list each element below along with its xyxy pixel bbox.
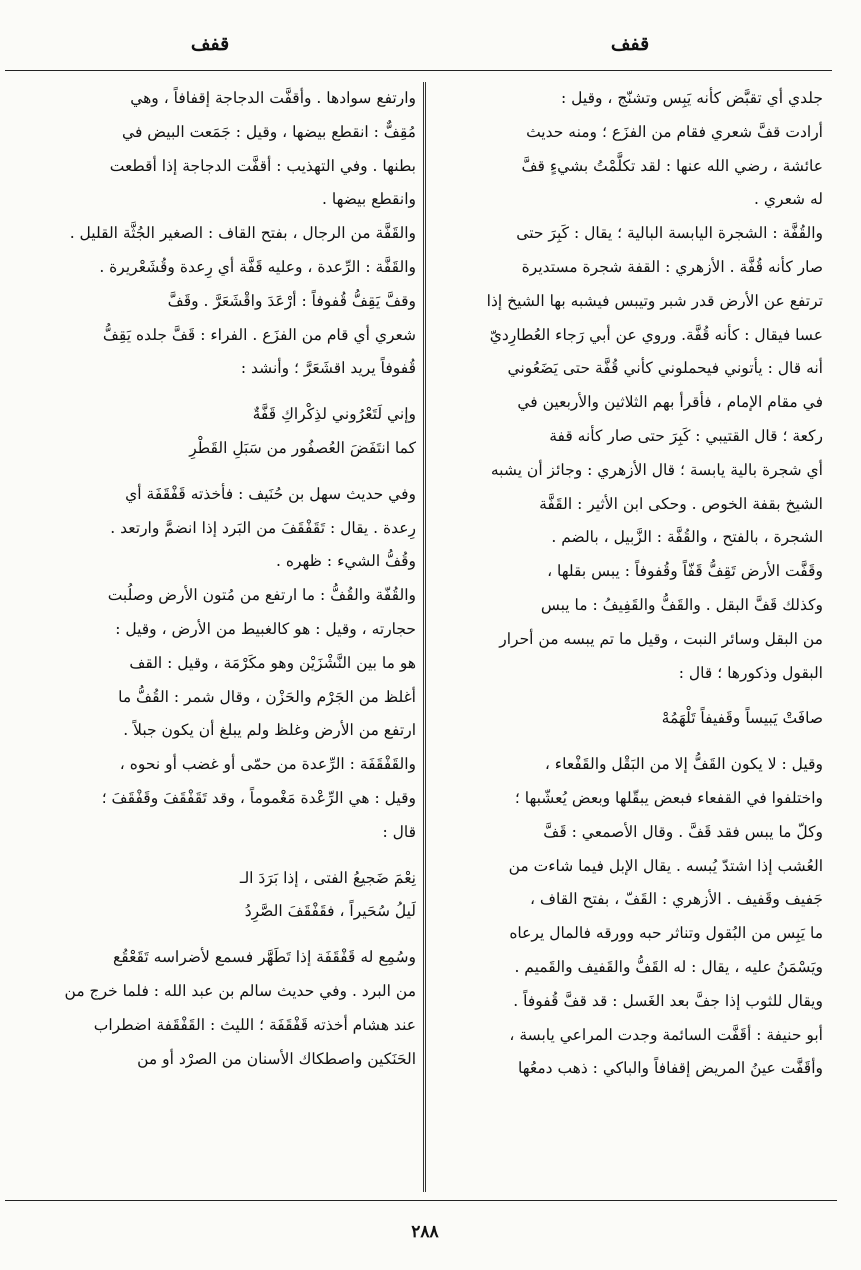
text-line: صار كأنه قُفَّة . الأزهري : القفة شجرة مستديرة [521,257,823,276]
text-line: هو ما بين النَّشْزَيْن وهو مكَرْمَة ، وقيل : القف [129,653,416,672]
text-line: قُفوفاً يريد اقشَعَرَّ ؛ وأنشد : [240,359,416,378]
text-line: والقَفْقَفَة : الرِّعدة من حمّى أو غضب أو نحوه ، [119,755,416,774]
text-line: وكذلك قَفَّ البقل . والقَفُّ والقَفِيفُ : ما يبس [540,595,823,614]
text-line: العُشب إذا اشتدّ يُبسه . يقال الإبل فيما شاءت من [508,856,823,875]
text-line: وكلّ ما يبس فقد قَفَّ . وقال الأصمعي : قَفَّ [543,822,823,841]
verse-gap [8,386,416,398]
verse-line: لَيلُ سُحَيراً ، فقَفْقَفَ الصَّرِدُ [244,902,416,921]
left-column [8,82,416,1192]
verse-gap [430,690,823,702]
text-line: حجارته ، وقيل : هو كالغبيط من الأرض ، وقيل : [115,619,416,638]
text-line: الحَنَكين واصطكاك الأسنان من الصرْد أو من [137,1049,416,1068]
text-line: عائشة ، رضي الله عنها : لقد تكلَّمْتُ بشيءٍ قفَّ [521,156,823,175]
text-line: وارتفع سوادها . وأقفَّت الدجاجة إقفافاً ، وهي [130,89,416,107]
text-line: أبو حنيفة : أقَفَّت السائمة وجدت المراعي يابسة ، [509,1025,823,1044]
text-line: ارتفع من الأرض وغلظ ولم يبلغ أن يكون جبلاً . [123,721,416,740]
verse-gap [8,466,416,478]
text-line: وقُفُّ الشيء : ظهره . [275,552,416,571]
text-line: جَفيف وقَفيف . الأزهري : القَفّ ، بفتح القاف ، [529,890,823,909]
text-line: ما يَبِس من البُقول وتناثر حبه وورقه فالمال يرعاه [509,924,823,943]
text-line: والقُفّة والقُفُّ : ما ارتفع من مُتون الأرض وصلُبت [107,586,416,605]
text-line: من البقل وسائر النبت ، وقيل ما تم يبسه من أحرار [499,629,823,648]
text-line: جلدي أي تقبَّض كأنه يَبِس وتشنّج ، وقيل : [561,89,823,107]
text-line: وقَفَّت الأرض تَقِفُّ قَفّاً وقُفوفاً : يبس بقلها ، [547,562,823,581]
header-word-left: قفف [190,33,230,55]
verse-line: نِعْمَ ضَجيعُ الفتى ، إذا بَرَدَ الـ [239,868,416,887]
text-line: ويَسْمَنُ عليه ، يقال : له القَفُّ والقَفيف والقَميم . [514,957,823,976]
text-line: أرادت قفَّ شعري فقام من الفزَع ؛ ومنه حديث [526,122,823,141]
text-line: وقيل : هي الرِّعْدة مَغْموماً ، وقد تَقَفْقَفَ وقَفْقَفَ ؛ [101,788,416,807]
text-line: والقَفَّة : الرِّعدة ، وعليه قَفَّة أي رِعدة وقُشَعْريرة . [99,257,416,276]
text-line: ويقال للثوب إذا جفَّ بعد الغَسل : قد قفَّ قُفوفاً . [513,991,823,1010]
page-number: ٢٨٨ [411,1222,439,1242]
right-column [430,82,823,1192]
text-line: أنه قال : يأتوني فيحملوني كأني قُفَّة حتى يَضَعُوني [507,359,823,378]
header-word-right: قفف [610,33,650,55]
text-line: ركعة ؛ قال القتيبي : كَبِرَ حتى صار كأنه قفة [549,426,823,445]
text-line: له شعري . [754,190,823,209]
text-line: شعري أي قام من الفزَع . الفراء : قَفَّ جلده يَقِفُّ [102,325,416,344]
top-rule [5,70,832,71]
text-line: أي شجرة بالية يابسة ؛ قال الأزهري : وجائز أن يشبه [490,460,823,479]
text-line: الشجرة ، بالفتح ، والقُفَّة : الزَّبيل ، بالضم . [551,528,823,547]
text-line: من البرد . وفي حديث سالم بن عبد الله : فلما خرج من [64,981,416,1000]
bottom-rule [5,1200,837,1201]
text-line: مُقِفٌّ : انقطع بيضها ، وقيل : جَمَعت البيض في [122,122,416,141]
text-line: وانقطع بيضها . [322,190,416,209]
text-line: ترتفع عن الأرض قدر شبر وتيبس فيشبه بها الشيخ إذا [486,291,823,310]
verse-gap [430,736,823,748]
verse-line: كما انتَفَضَ العُصفُور من سَبَلِ القَطْرِ [189,438,416,457]
verse-line: وإني لَتَعْرُوني لذِكْراكِ قَفَّةٌ [252,405,416,424]
text-line: واختلفوا في القفعاء فبعض يبقّلها وبعض يُعشّبها ؛ [514,788,823,807]
text-line: والقُفَّة : الشجرة اليابسة البالية ؛ يقال : كَبِرَ حتى [516,224,823,243]
verse-gap [8,850,416,862]
verse-line: صافَتْ يَبيساً وقَفيفاً تَلْهَمُهْ [661,709,823,728]
text-line: بطنها . وفي التهذيب : أقفَّت الدجاجة إذا أقطعت [109,156,416,175]
text-line: في مقام الإمام ، فأقرأ بهم الثلاثين والأربعين في [517,393,823,412]
verse-gap [8,929,416,941]
text-line: وفي حديث سهل بن حُنَيف : فأخذته قَفْقَفَة أي [125,484,416,503]
text-line: البقول وذكورها ؛ قال : [678,663,823,682]
text-line: رِعدة . يقال : تَقَفْقَفَ من البَرد إذا انضمَّ وارتعد . [110,518,416,537]
text-line: وسُمِع له قَفْقَفَة إذا تَطَهَّر فسمع لأضراسه تَقَعْقُع [112,948,416,967]
text-line: الشيخ بقفة الخوص . وحكى ابن الأثير : القَفَّة [539,494,823,513]
text-line: والقَفَّة من الرجال ، بفتح القاف : الصغير الجُثَّة القليل . [69,224,416,243]
column-divider [423,82,426,1192]
text-line: وأقَفَّت عينُ المريض إقفافاً والباكي : ذهب دمعُها [517,1059,823,1078]
text-line: أغلظ من الجَرْم والحَزْن ، وقال شمر : القُفُّ ما [118,687,416,706]
text-line: وقيل : لا يكون القَفُّ إلا من البَقْل والقَفْعاء ، [544,755,823,774]
text-line: عسا فيقال : كأنه قُفَّة. وروي عن أبي رَجاء العُطارِديّ [489,325,823,344]
text-line: وقفَّ يَقِفُّ قُفوفاً : أرْعَدَ واقْشَعَرَّ . وقَفَّ [167,291,416,310]
text-line: قال : [382,822,416,841]
text-line: عند هشام أخذته قَفْقَفَة ؛ الليث : القَفْقَفة اضطراب [93,1015,416,1034]
